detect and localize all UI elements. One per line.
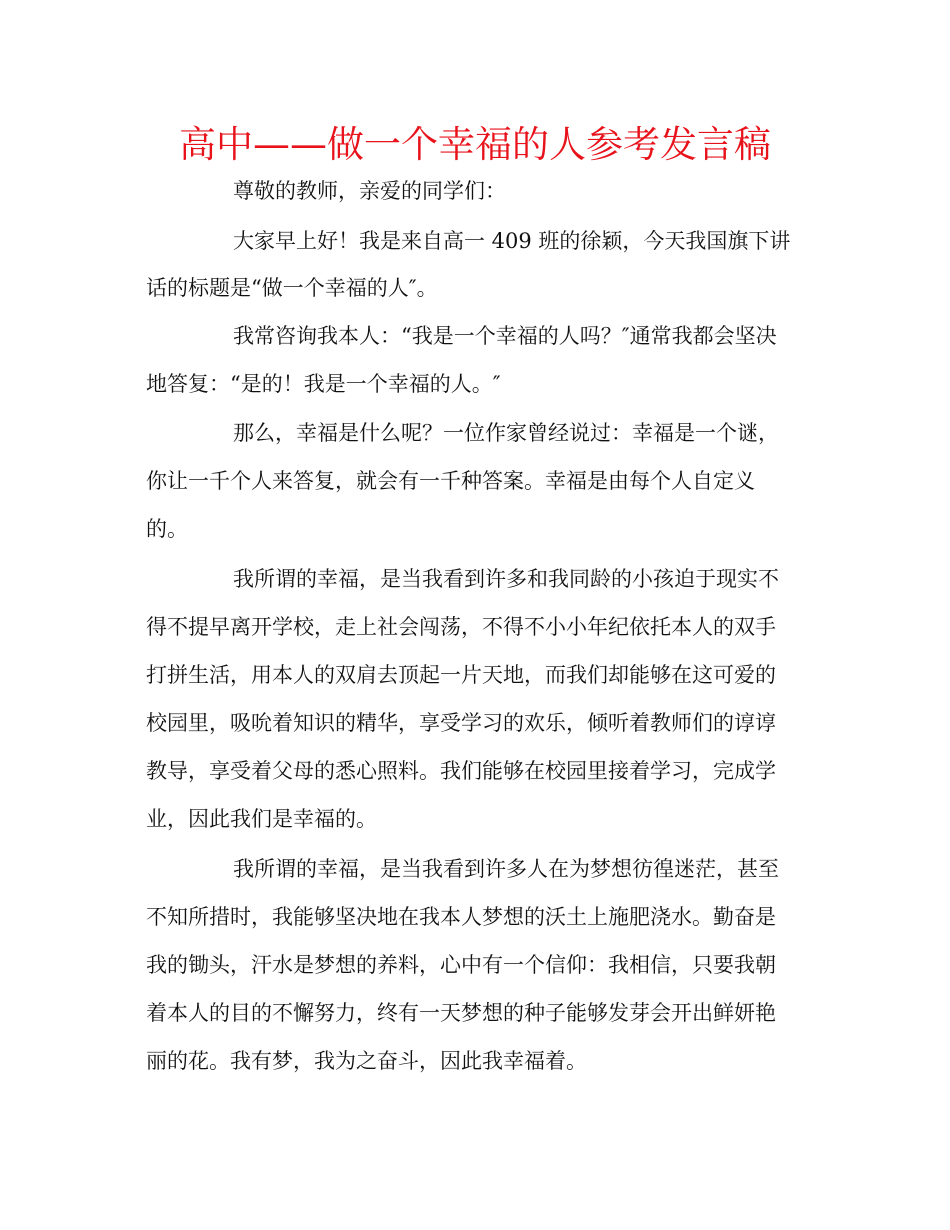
paragraph-4-line-2: 得不提早离开学校，走上社会闯荡，不得不小小年纪依托本人的双手	[146, 615, 776, 639]
paragraph-4-line-1: 我所谓的幸福，是当我看到许多和我同龄的小孩迫于现实不	[233, 567, 779, 591]
salutation-line: 尊敬的教师，亲爱的同学们：	[233, 179, 506, 203]
document-title: 高中——做一个幸福的人参考发言稿	[179, 123, 771, 166]
paragraph-5-line-5: 丽的花。我有梦，我为之奋斗，因此我幸福着。	[146, 1049, 587, 1073]
paragraph-5-line-1: 我所谓的幸福，是当我看到许多人在为梦想彷徨迷茫，甚至	[233, 857, 779, 881]
paragraph-4-line-3: 打拼生活，用本人的双肩去顶起一片天地，而我们却能够在这可爱的	[146, 663, 776, 687]
paragraph-3-line-1: 那么，幸福是什么呢？一位作家曾经说过：幸福是一个谜，	[233, 421, 779, 445]
paragraph-3-line-2: 你让一千个人来答复，就会有一千种答案。幸福是由每个人自定义	[146, 469, 755, 493]
paragraph-2-line-1: 我常咨询我本人：“我是一个幸福的人吗？″通常我都会坚决	[233, 324, 777, 348]
paragraph-3-line-3: 的。	[146, 517, 188, 541]
paragraph-5-line-2: 不知所措时，我能够坚决地在我本人梦想的沃土上施肥浇水。勤奋是	[146, 905, 776, 929]
paragraph-5-line-3: 我的锄头，汗水是梦想的养料，心中有一个信仰：我相信，只要我朝	[146, 953, 776, 977]
paragraph-4-line-6: 业，因此我们是幸福的。	[146, 807, 377, 831]
paragraph-5-line-4: 着本人的目的不懈努力，终有一天梦想的种子能够发芽会开出鲜妍艳	[146, 1001, 776, 1025]
paragraph-1-line-2: 话的标题是“做一个幸福的人″。	[146, 276, 438, 300]
paragraph-4-line-4: 校园里，吸吮着知识的精华，享受学习的欢乐，倾听着教师们的谆谆	[146, 711, 776, 735]
paragraph-4-line-5: 教导，享受着父母的悉心照料。我们能够在校园里接着学习，完成学	[146, 759, 776, 783]
paragraph-2-line-2: 地答复：“是的！我是一个幸福的人。″	[146, 372, 501, 396]
paragraph-1-line-1: 大家早上好！我是来自高一 409 班的徐颖，今天我国旗下讲	[233, 229, 791, 253]
